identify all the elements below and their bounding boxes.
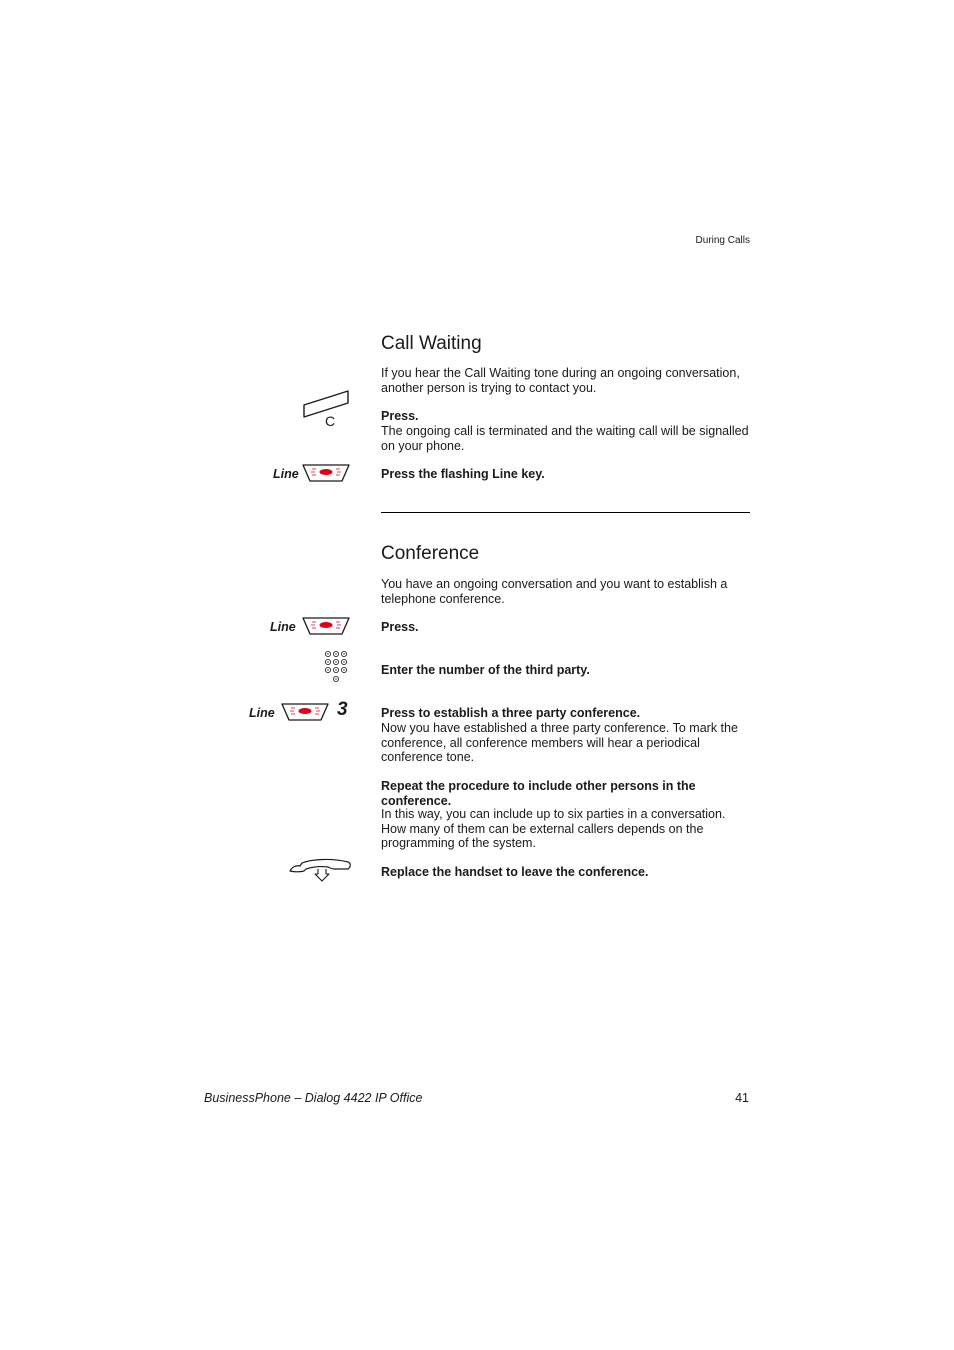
page-number: 41 [735, 1091, 749, 1105]
line-key-icon [302, 616, 350, 636]
clear-key-label: C [325, 413, 336, 429]
conference-step4-text: In this way, you can include up to six parties in a conversation. How many of them can be external callers depends on the programming of the system. [381, 807, 726, 850]
call-waiting-step1-title: Press. [381, 409, 419, 423]
conference-step1: Press. [381, 620, 419, 634]
conference-intro: You have an ongoing conversation and you want to establish a telephone conference. [381, 577, 728, 606]
conference-step4-title: Repeat the procedure to include other persons in the conference. [381, 779, 696, 808]
line-count-number: 3 [337, 699, 348, 720]
footer-title: BusinessPhone – Dialog 4422 IP Office [204, 1091, 423, 1105]
clear-key-icon [302, 391, 352, 431]
conference-step5: Replace the handset to leave the conference. [381, 865, 649, 879]
line-key-label: Line [273, 467, 299, 481]
running-header: During Calls [695, 235, 750, 246]
section-divider [381, 512, 750, 513]
conference-step3-text: Now you have established a three party conference. To mark the conference, all conference members will hear a periodical conference tone. [381, 721, 738, 764]
call-waiting-heading: Call Waiting [381, 333, 482, 354]
conference-step3-title: Press to establish a three party conference. [381, 706, 641, 720]
handset-replace-icon [288, 857, 352, 883]
line-key-label: Line [270, 620, 296, 634]
line-key-icon [302, 463, 350, 483]
call-waiting-intro: If you hear the Call Waiting tone during an ongoing conversation, another person is trying to contact you. [381, 366, 740, 395]
line-key-icon [281, 702, 329, 722]
call-waiting-step1-text: The ongoing call is terminated and the waiting call will be signalled on your phone. [381, 424, 749, 453]
conference-heading: Conference [381, 543, 480, 564]
keypad-icon [325, 650, 351, 686]
conference-step2: Enter the number of the third party. [381, 663, 590, 677]
line-key-label: Line [249, 706, 275, 720]
call-waiting-step2: Press the flashing Line key. [381, 467, 545, 481]
